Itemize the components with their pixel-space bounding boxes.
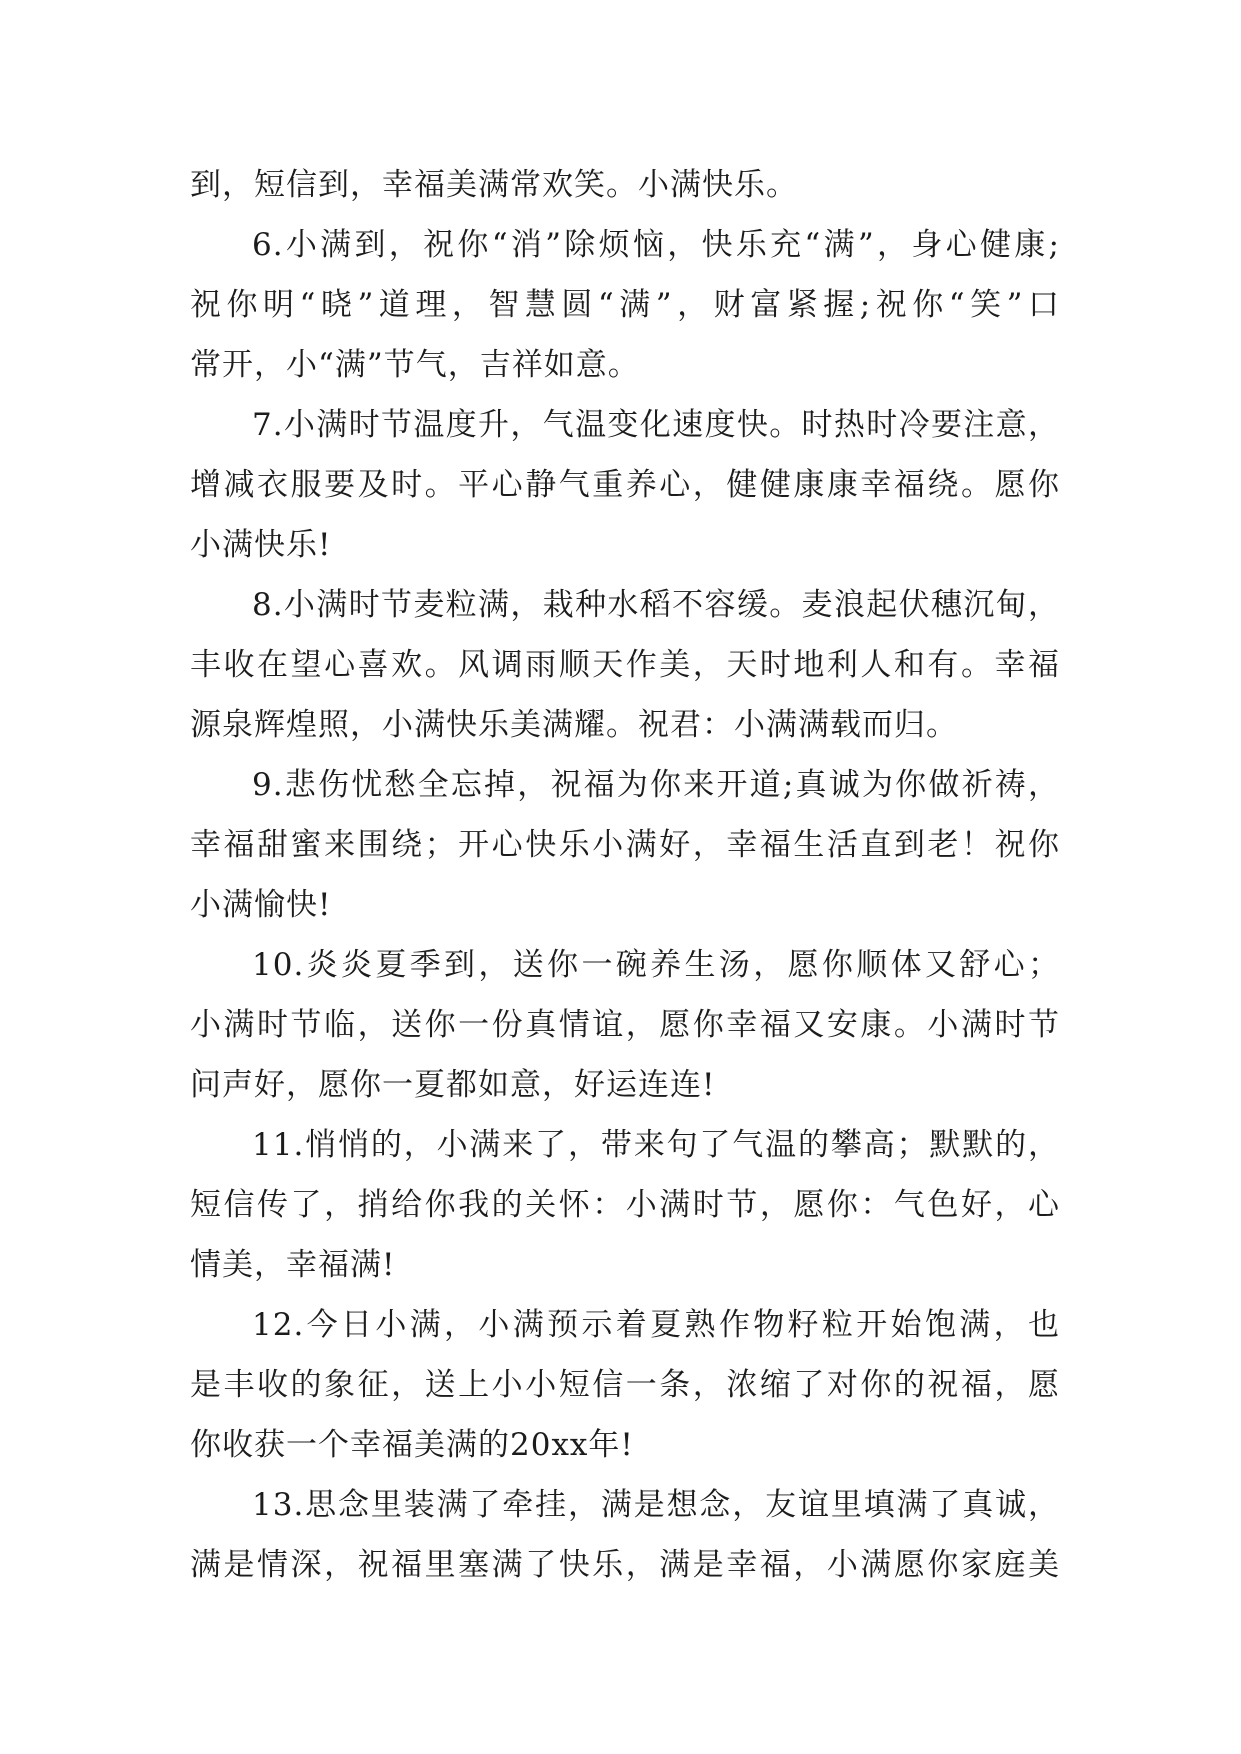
text-line: 情美，幸福满! <box>190 1247 396 1283</box>
text-line: 短信传了，捎给你我的关怀：小满时节，愿你：气色好，心 <box>190 1187 1060 1223</box>
text-line: 13.思念里装满了牵挂，满是想念，友谊里填满了真诚， <box>252 1487 1060 1523</box>
text-line: 小满快乐! <box>190 527 332 563</box>
text-line: 11.悄悄的，小满来了，带来句了气温的攀高；默默的， <box>252 1127 1060 1163</box>
text-line: 10.炎炎夏季到，送你一碗养生汤，愿你顺体又舒心； <box>252 947 1060 983</box>
text-line: 小满时节临，送你一份真情谊，愿你幸福又安康。小满时节 <box>190 1007 1060 1043</box>
text-line: 是丰收的象征，送上小小短信一条，浓缩了对你的祝福，愿 <box>190 1367 1060 1403</box>
text-line: 9.悲伤忧愁全忘掉，祝福为你来开道;真诚为你做祈祷， <box>252 767 1060 803</box>
text-line: 到，短信到，幸福美满常欢笑。小满快乐。 <box>190 167 798 203</box>
text-line: 你收获一个幸福美满的20xx年! <box>190 1427 634 1463</box>
text-line: 问声好，愿你一夏都如意，好运连连! <box>190 1067 716 1103</box>
text-line: 常开，小“满”节气，吉祥如意。 <box>190 347 640 383</box>
document-body <box>190 155 1060 1595</box>
text-line: 8.小满时节麦粒满，栽种水稻不容缓。麦浪起伏穗沉甸， <box>252 587 1060 623</box>
text-line: 满是情深，祝福里塞满了快乐，满是幸福，小满愿你家庭美 <box>190 1547 1060 1583</box>
text-line: 小满愉快! <box>190 887 332 923</box>
text-line: 12.今日小满，小满预示着夏熟作物籽粒开始饱满，也 <box>252 1307 1060 1343</box>
text-line: 丰收在望心喜欢。风调雨顺天作美，天时地利人和有。幸福 <box>190 647 1060 683</box>
text-line: 幸福甜蜜来围绕；开心快乐小满好，幸福生活直到老！祝你 <box>190 827 1060 863</box>
text-line: 6.小满到，祝你“消”除烦恼，快乐充“满”，身心健康; <box>252 227 1060 263</box>
text-line: 增减衣服要及时。平心静气重养心，健健康康幸福绕。愿你 <box>190 467 1060 503</box>
text-line: 祝你明“晓”道理，智慧圆“满”，财富紧握;祝你“笑”口 <box>190 287 1060 323</box>
text-line: 源泉辉煌照，小满快乐美满耀。祝君：小满满载而归。 <box>190 707 958 743</box>
text-line: 7.小满时节温度升，气温变化速度快。时热时冷要注意， <box>252 407 1060 443</box>
